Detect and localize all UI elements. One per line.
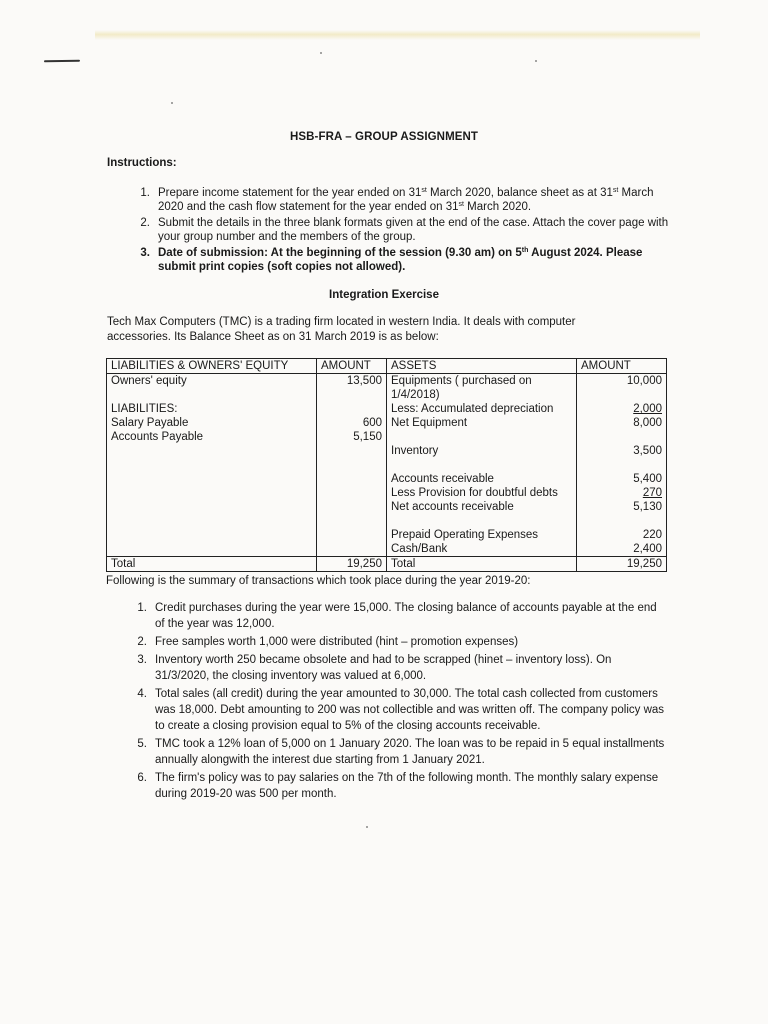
instructions-list (107, 186, 677, 276)
table-row: Salary Payable 600 Net Equipment 8,000 (107, 416, 667, 430)
table-row: Accounts receivable 5,400 (107, 472, 667, 486)
transaction-item: 4. Total sales (all credit) during the year amounted to 30,000. The total cash collected from customers was 18,000. Debt amounting to 200 was not collectible and was written off. The company policy was to create a closing provision equal to 5% of the closing accounts receivable. (137, 687, 665, 732)
transaction-item: 5. TMC took a 12% loan of 5,000 on 1 January 2020. The loan was to be repaid in 5 equal installments annually alongwith the interest due starting from 1 January 2021. (137, 737, 665, 766)
table-row: Less Provision for doubtful debts 270 (107, 486, 667, 500)
balance-sheet-table (106, 358, 667, 572)
table-row: Owners' equity 13,500 Equipments ( purchased on 1/4/2018) 10,000 (107, 374, 667, 403)
table-row: Inventory 3,500 (107, 444, 667, 458)
table-row: LIABILITIES: Less: Accumulated depreciation 2,000 (107, 402, 667, 416)
table-header-row: LIABILITIES & OWNERS' EQUITY AMOUNT ASSETS AMOUNT (107, 359, 667, 374)
pen-mark (44, 60, 80, 63)
table-row: Cash/Bank 2,400 (107, 542, 667, 557)
scan-speck (320, 52, 322, 54)
instruction-item: 1. Prepare income statement for the year ended on 31st March 2020, balance sheet as at 31st March 2020 and the cash flow statement for the year ended on 31st March 2020. (140, 187, 654, 213)
transaction-item: 2. Free samples worth 1,000 were distributed (hint – promotion expenses) (137, 635, 519, 648)
table-row: Prepaid Operating Expenses 220 (107, 528, 667, 542)
instruction-item: 3. Date of submission: At the beginning of the session (9.30 am) on 5th August 2024. Please submit print copies (soft copies not allowed). (140, 247, 643, 273)
table-row: Accounts Payable 5,150 (107, 430, 667, 444)
tape-strip (95, 30, 700, 40)
intro-paragraph: Tech Max Computers (TMC) is a trading firm located in western India. It deals with computer accessories. Its Balance Sheet as on 31 March 2019 is as below: (107, 316, 576, 343)
scan-speck (171, 102, 173, 104)
instruction-item: 2. Submit the details in the three blank formats given at the end of the case. Attach the cover page with your group number and the members of the group. (140, 217, 669, 243)
table-total-row: Total 19,250 Total 19,250 (107, 557, 667, 572)
transactions-intro: Following is the summary of transactions which took place during the year 2019-20: (106, 575, 531, 587)
page-title: HSB-FRA – GROUP ASSIGNMENT (289, 131, 479, 143)
exercise-title: Integration Exercise (329, 289, 439, 301)
table-row (107, 514, 667, 528)
transaction-item: 3. Inventory worth 250 became obsolete and had to be scrapped (hinet – inventory loss). On 31/3/2020, the closing inventory was valued at 6,000. (137, 653, 612, 682)
transactions-list (107, 600, 667, 803)
instructions-heading: Instructions: (107, 157, 177, 169)
table-row (107, 458, 667, 472)
transaction-item: 6. The firm's policy was to pay salaries on the 7th of the following month. The monthly salary expense during 2019-20 was 500 per month. (137, 771, 659, 800)
table-row: Net accounts receivable 5,130 (107, 500, 667, 514)
scan-speck (535, 60, 537, 62)
transaction-item: 1. Credit purchases during the year were 15,000. The closing balance of accounts payable at the end of the year was 12,000. (137, 602, 657, 631)
scan-speck (366, 826, 368, 828)
